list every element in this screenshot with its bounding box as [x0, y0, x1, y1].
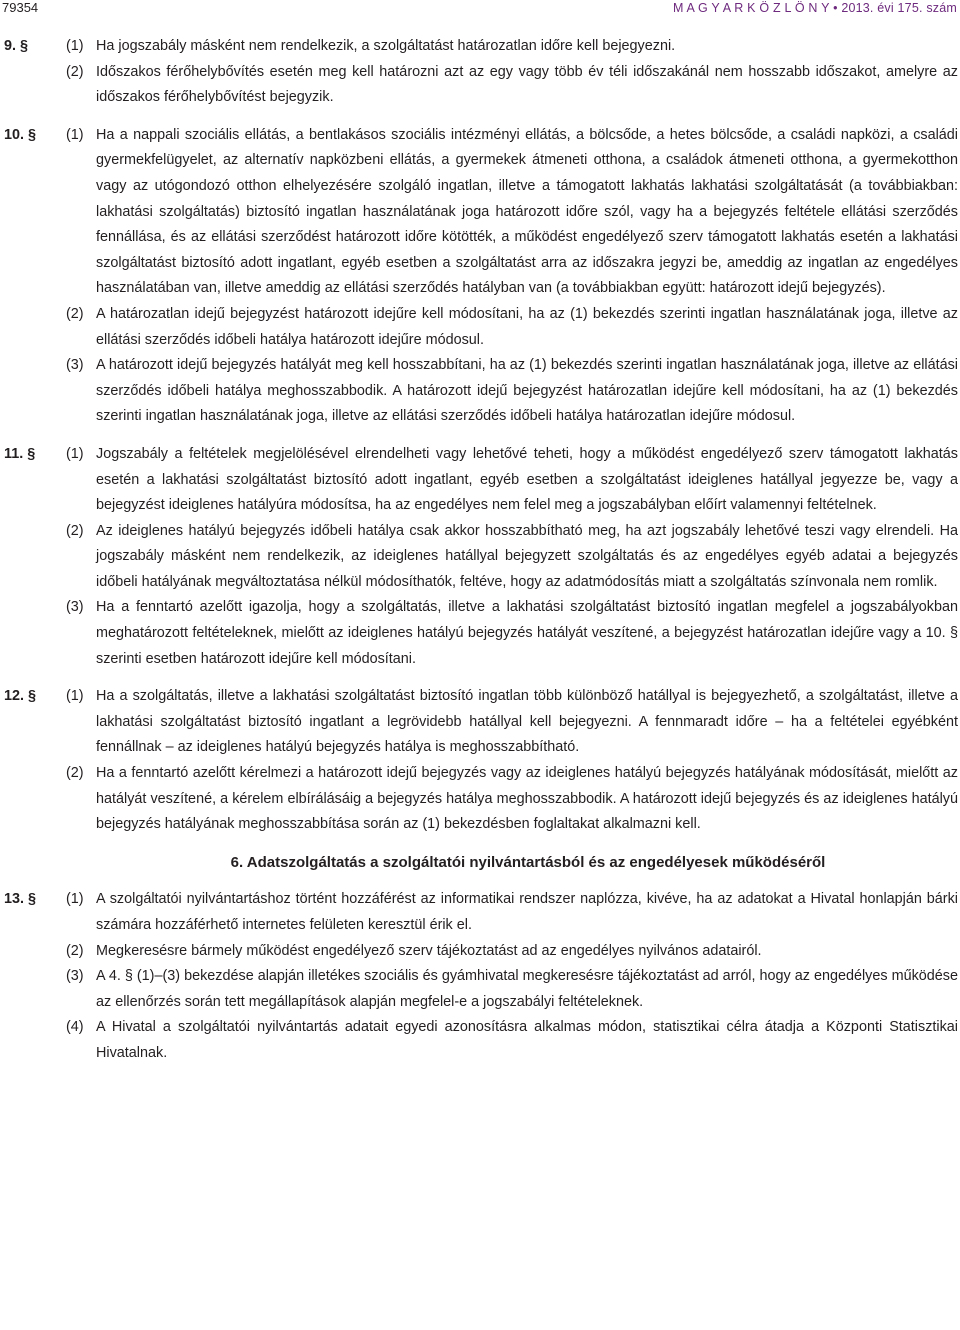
paragraph [0, 684, 960, 761]
paragraph-number: (3) [66, 357, 84, 374]
paragraph-number: (3) [66, 599, 84, 616]
page-header [0, 0, 960, 26]
paragraph-number: (2) [66, 942, 84, 959]
section-number: 10. § [4, 126, 37, 143]
paragraph-text: Ha a nappali szociális ellátás, a bentlakásos szociális intézményi ellátás, a bölcsőde, a hetes bölcsőde, a családi napközi, a családi gyermekfelügyelet, az alternatív napközbeni ellátás, a gyermekek átmeneti otthona, a családok átmeneti otthona, a gyermekotthon vagy az utógondozó otthon elhelyezésére szolgáló ingatlan, illetve a támogatott lakhatás lakhatási szolgáltatását (a továbbiakban: lakhatási szolgáltatás) biztosító ingatlan használatának joga határozott időre szól, vagy ha a bejegyzés feltétele ellátási szerződés fennállása, és az ellátási szerződést határozott időre kötötték, a működést engedélyező szerv támogatott lakhatás esetén a lakhatási szolgáltatást biztosító adott ingatlant, egyéb esetben a szolgáltatást arra az időszakra jegyzi be, ameddig az ingatlan az engedélyes használatában van, illetve ameddig az ellátási szerződés hatályban van (a továbbiakban együtt: határozott idejű bejegyzés). [96, 126, 958, 297]
paragraph [0, 353, 960, 430]
paragraph-text: Ha a szolgáltatás, illetve a lakhatási szolgáltatást biztosító ingatlan több különböző hatállyal is bejegyezhető, a szolgáltatást, illetve a lakhatási szolgáltatást biztosító ingatlant a legrövidebb hatállyal kell bejegyezni. A fennmaradt időre – ha a feltételei egyébként fennállnak – az ideiglenes hatályú bejegyzés hatálya is meghosszabbítható. [96, 688, 958, 756]
paragraph-number: (2) [66, 63, 84, 80]
document-body [0, 34, 960, 1079]
paragraph-number: (2) [66, 522, 84, 539]
paragraph-text: Jogszabály a feltételek megjelölésével elrendelheti vagy lehetővé teheti, hogy a működést engedélyező szerv támogatott lakhatás esetén a lakhatási szolgáltatást biztosító adott ingatlant, egyéb esetben a szolgáltatást ideiglenes hatállyal jegyezze be, vagy a bejegyzést ideiglenes hatályúra módosítsa, ha az engedélyes nem felel meg a jogszabályban előírt valamennyi feltételnek. [96, 445, 958, 514]
paragraph [0, 964, 960, 1015]
section-number: 12. § [4, 688, 37, 705]
paragraph-text: A határozott idejű bejegyzés hatályát meg kell hosszabbítani, ha az (1) bekezdés szerinti ingatlan használatának joga, illetve az ellátási szerződés időbeli hatálya meghosszabbodik. A határozott idejű bejegyzést határozatlan idejűre kell módosítani, ha az (1) bekezdés szerinti ingatlan használatának joga, illetve az ellátási szerződés időbeli hatálya határozatlan idejűre módosul. [96, 357, 958, 425]
section-number: 13. § [4, 891, 37, 908]
section [0, 887, 960, 1066]
journal-title: M A G Y A R K Ö Z L Ö N Y • 2013. évi 175. szám [672, 1, 957, 15]
paragraph-number: (1) [66, 891, 84, 908]
paragraph [0, 595, 960, 672]
paragraph [0, 939, 960, 965]
paragraph [0, 442, 960, 519]
paragraph [0, 302, 960, 353]
paragraph [0, 519, 960, 596]
paragraph-text: Az ideiglenes hatályú bejegyzés időbeli hatálya csak akkor hosszabbítható meg, ha azt jogszabály lehetővé teszi vagy elrendeli. Ha jogszabály másként nem rendelkezik, az ideiglenes hatállyal bejegyzett szolgáltatás és az engedélyes egyéb adatai a bejegyzés időbeli hatályának megváltoztatása nélkül módosíthatók, feltéve, hogy az adatmódosítás miatt a szolgáltatás színvonala nem romlik. [96, 522, 958, 590]
paragraph-number: (1) [66, 38, 84, 54]
section [0, 684, 960, 838]
paragraph-text: Időszakos férőhelybővítés esetén meg kell határozni azt az egy vagy több év téli időszakánál nem hosszabb időszakot, amelyre az időszakos férőhelybővítést bejegyzik. [96, 63, 958, 106]
section-number: 11. § [4, 445, 36, 462]
paragraph-text: Ha jogszabály másként nem rendelkezik, a szolgáltatást határozatlan időre kell bejegyezni. [96, 38, 676, 54]
paragraph-number: (1) [66, 688, 84, 705]
paragraph-text: A Hivatal a szolgáltatói nyilvántartás adatait egyedi azonosításra alkalmas módon, statisztikai célra átadja a Központi Statisztikai Hivatalnak. [96, 1019, 958, 1061]
paragraph-number: (2) [66, 305, 84, 322]
paragraph [0, 34, 960, 60]
section [0, 34, 960, 111]
chapter-heading [96, 850, 960, 876]
paragraph-text: A szolgáltatói nyilvántartáshoz történt hozzáférést az informatikai rendszer naplózza, kivéve, ha az adatokat a Hivatal honlapján bárki számára hozzáférhető internetes felületen keresztül érik el. [96, 891, 958, 933]
section-number: 9. § [4, 38, 29, 54]
paragraph-number: (1) [66, 126, 84, 143]
section [0, 123, 960, 430]
paragraph-text: Megkeresésre bármely működést engedélyező szerv tájékoztatást ad az engedélyes nyilvános adatairól. [96, 942, 762, 959]
section [0, 442, 960, 672]
paragraph [0, 60, 960, 111]
paragraph [0, 887, 960, 938]
paragraph [0, 1015, 960, 1066]
paragraph [0, 761, 960, 838]
paragraph-number: (3) [66, 968, 84, 985]
paragraph-text: Ha a fenntartó azelőtt igazolja, hogy a szolgáltatás, illetve a lakhatási szolgáltatást biztosító ingatlan megfelel a jogszabályokban meghatározott feltételeknek, mielőtt az ideiglenes hatályú bejegyzés hatályát veszítené, a bejegyzést határozatlan idejűre vagy a 10. § szerinti esetben határozott idejűre kell módosítani. [96, 599, 958, 667]
paragraph-number: (4) [66, 1019, 84, 1036]
page-number: 79354 [2, 0, 39, 15]
paragraph-text: A határozatlan idejű bejegyzést határozott idejűre kell módosítani, ha az (1) bekezdés szerinti ingatlan használatának joga, illetve az ellátási szerződés időbeli hatálya határozott idejűre módosul. [96, 305, 958, 348]
sections-after-heading [0, 887, 960, 1066]
sections-before-heading [0, 34, 960, 838]
paragraph [0, 123, 960, 302]
paragraph-text: A 4. § (1)–(3) bekezdése alapján illetékes szociális és gyámhivatal megkeresésre tájékoztatást ad arról, hogy az engedélyes működése az ellenőrzés során tett megállapítások alapján megfelel-e a jogszabályi feltételeknek. [96, 968, 958, 1010]
chapter-heading-text: 6. Adatszolgáltatás a szolgáltatói nyilvántartásból és az engedélyesek működéséről [230, 853, 826, 871]
paragraph-number: (1) [66, 445, 84, 462]
paragraph-text: Ha a fenntartó azelőtt kérelmezi a határozott idejű bejegyzés vagy az ideiglenes hatályú bejegyzés hatályának módosítását, mielőtt az hatályát veszítené, a kérelem elbírálásáig a bejegyzés hatálya meghosszabbodik. A határozott idejű bejegyzés és az ideiglenes hatályú bejegyzés hatályának meghosszabbítása során az (1) bekezdésben foglaltakat alkalmazni kell. [96, 765, 958, 833]
paragraph-number: (2) [66, 765, 84, 782]
